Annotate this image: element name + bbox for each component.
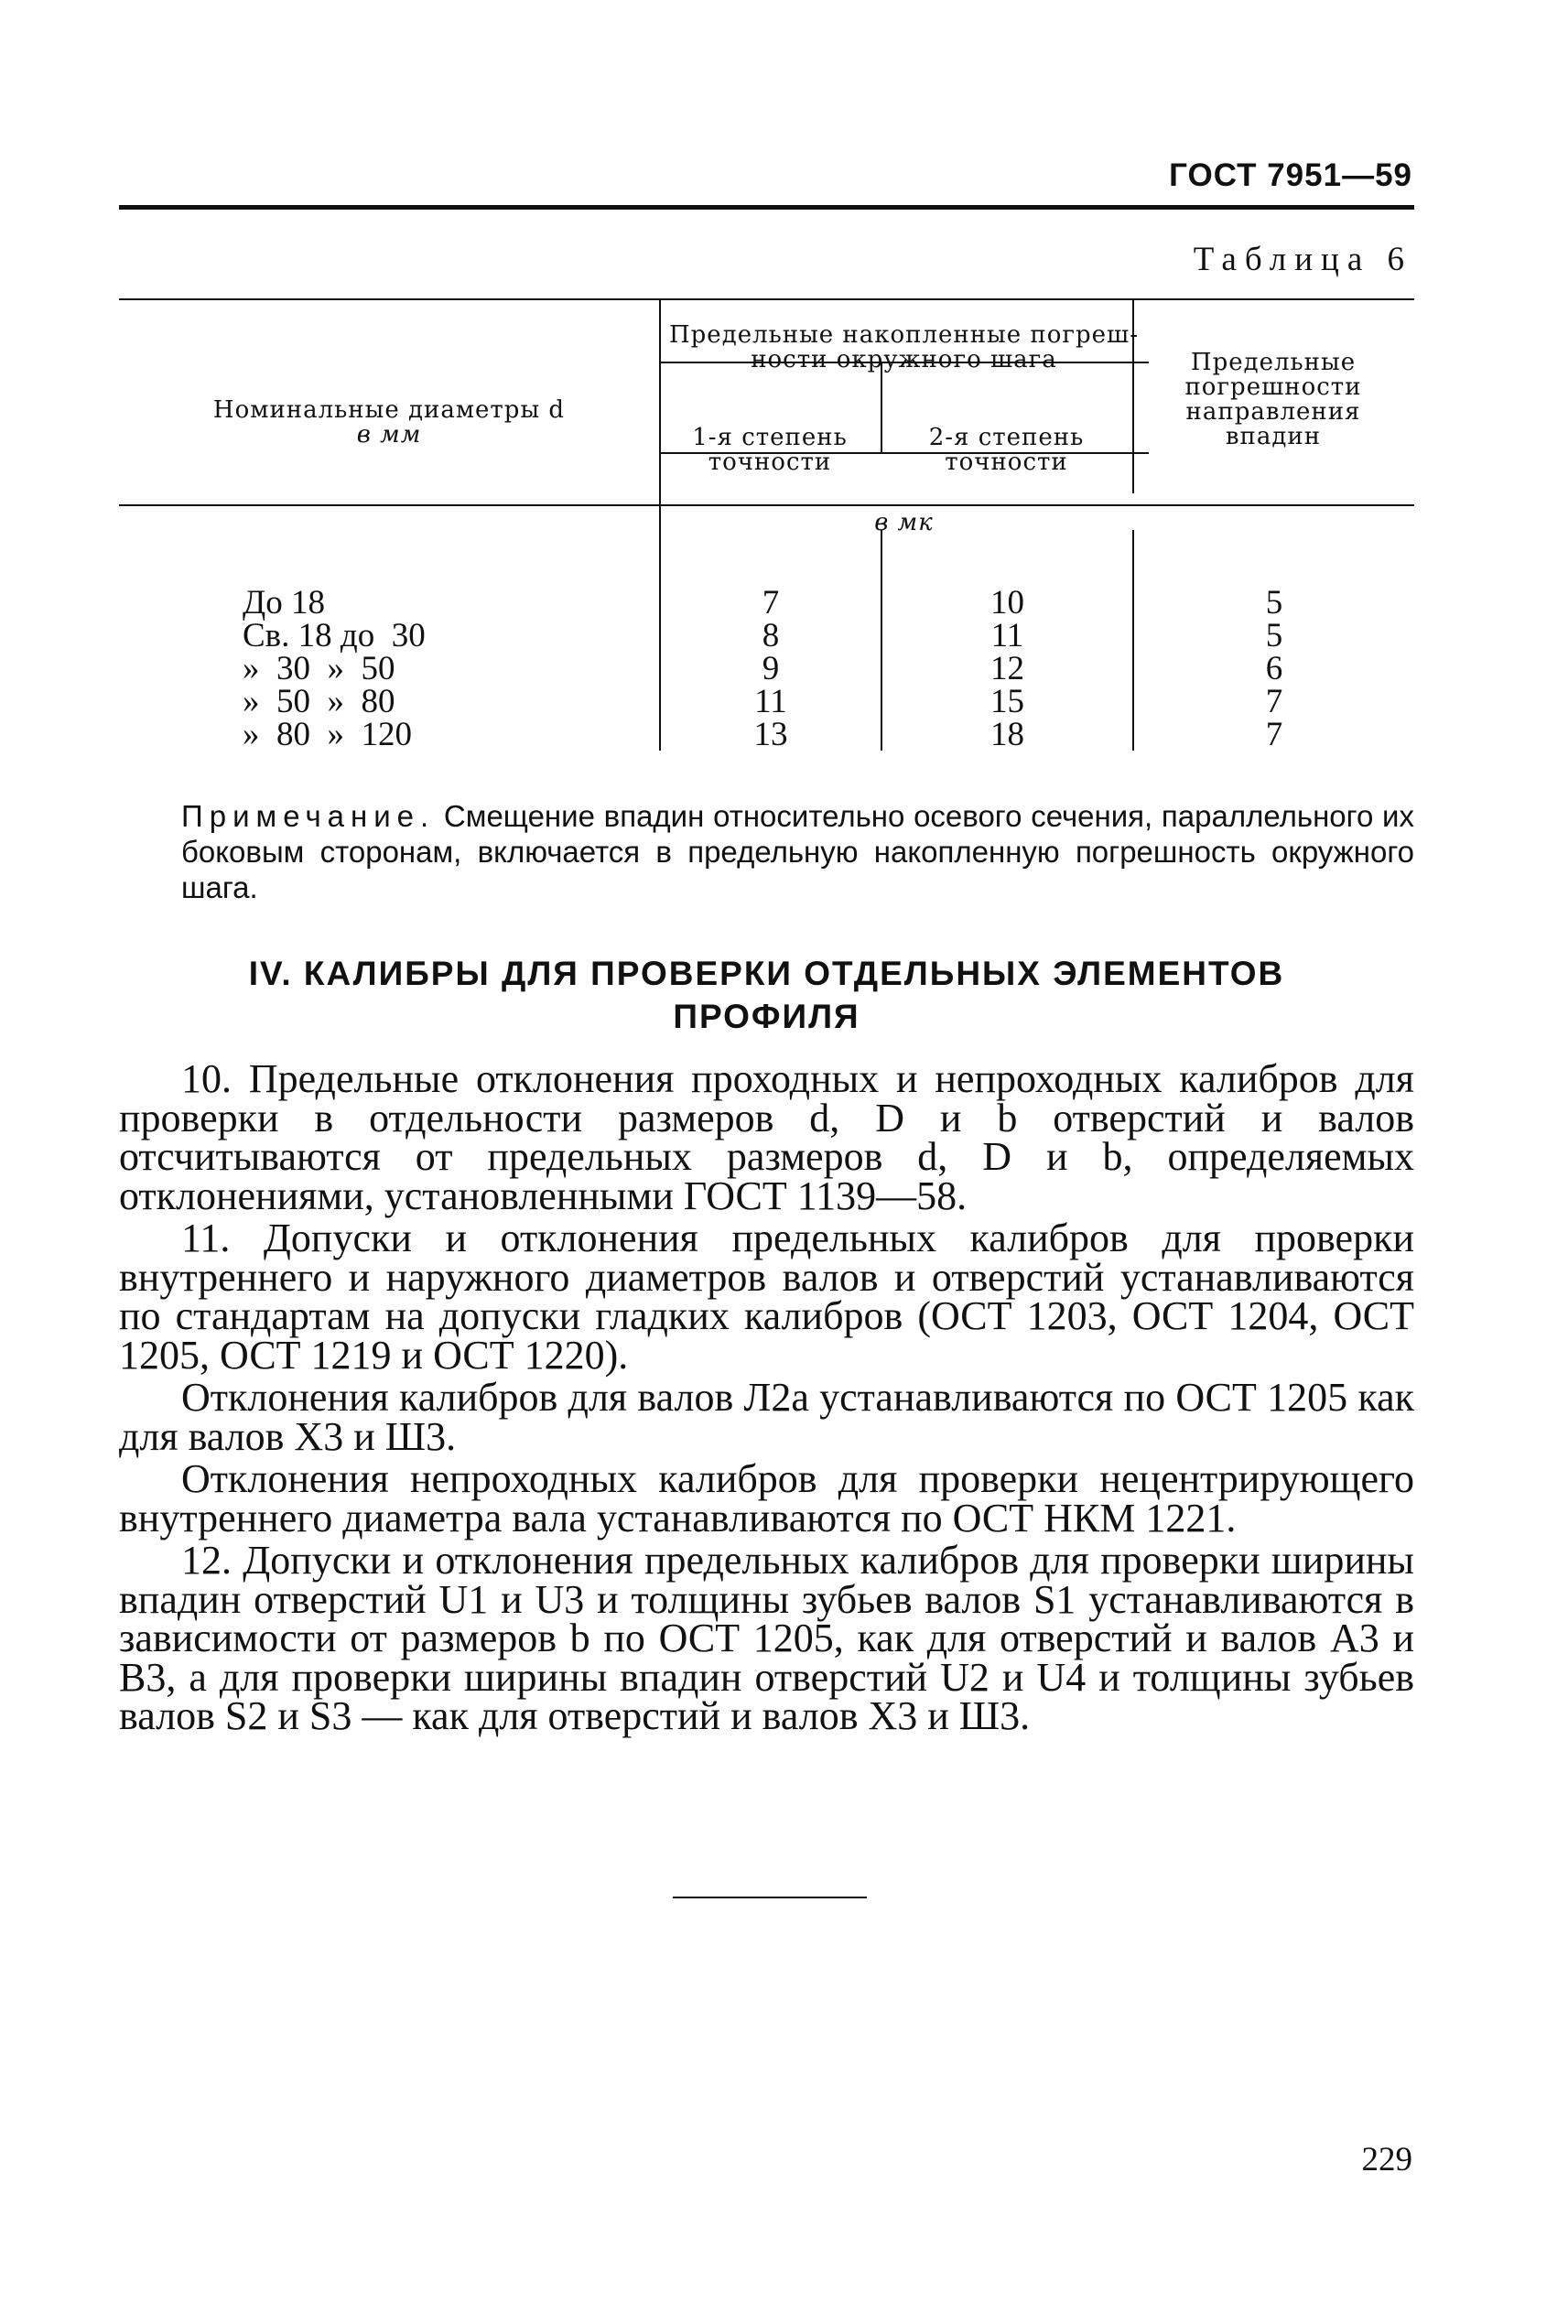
note-label: Примечание. <box>181 799 436 833</box>
table-row-diameter: » 50 » 80 <box>243 683 395 720</box>
header-code: ГОСТ 7951—59 <box>1169 157 1412 193</box>
note-text: Смещение впадин относительно осевого сечения, параллельного их боковым сторонам, включается в предельную накопленную погрешность окружного шага. <box>181 799 1414 904</box>
paragraph-11: 11. Допуски и отклонения предельных калибров для проверки внутреннего и наружного диаметров валов и отверстий устанавливаются по стандартам на допуски гладких калибров (ОСТ 1203, ОСТ 1204, ОСТ 1205, ОСТ 1219 и ОСТ 1220). <box>119 1216 1414 1378</box>
table-row-diameter: Св. 18 до 30 <box>243 617 426 654</box>
data-table <box>119 298 1414 751</box>
table-cell: 18 <box>990 716 1024 753</box>
paragraph-11-deviation-l2a: Отклонения калибров для валов Л2а устанавливаются по ОСТ 1205 как для валов Х3 и Ш3. <box>119 1375 1414 1459</box>
direction-header: Предельные погрешности направления впадин <box>1184 349 1362 450</box>
table-row-diameter: » 80 » 120 <box>243 716 412 753</box>
table-cell: 7 <box>1265 683 1283 720</box>
paragraph-12: 12. Допуски и отклонения предельных калибров для проверки ширины впадин отверстий U1 и U3 и толщины зубьев валов S1 устанавливаются в зависимости от размеров b по ОСТ 1205, как для отверстий и валов А3 и В3, а для проверки ширины впадин отверстий U2 и U4 и толщины зубьев валов S2 и S3 — как для отверстий и валов Х3 и Ш3. <box>119 1538 1414 1738</box>
header-rule <box>119 205 1414 210</box>
paragraph-10: 10. Предельные отклонения проходных и непроходных калибров для проверки в отдельности размеров d, D и b отверстий и валов отсчитываются от предельных размеров d, D и b, определяемых отклонениями, установленными ГОСТ 1139—58. <box>119 1056 1414 1218</box>
table-caption: Таблица 6 <box>1193 241 1412 278</box>
table-cell: 11 <box>990 617 1024 654</box>
header-bottom-rule <box>119 504 1414 506</box>
page-number: 229 <box>1361 2141 1412 2178</box>
table-top-rule <box>119 298 1414 300</box>
table-cell: 7 <box>1265 716 1283 753</box>
sub-header-2: 2-я степень точности <box>928 424 1085 476</box>
table-row-diameter: До 18 <box>243 584 325 622</box>
paragraph-11-non-centering: Отклонения непроходных калибров для проверки нецентрирующего внутреннего диаметра вала устанавливаются по ОСТ НКМ 1221. <box>119 1456 1414 1540</box>
table-cell: 5 <box>1265 617 1283 654</box>
body-text <box>119 1056 1414 1740</box>
table-cell: 7 <box>762 584 780 622</box>
unit-row: в мк <box>874 509 934 536</box>
direction-column <box>1134 584 1414 753</box>
table-cell: 12 <box>990 650 1024 687</box>
table-cell: 5 <box>1265 584 1283 622</box>
precision-1-column <box>661 584 881 753</box>
table-cell: 13 <box>753 716 788 753</box>
table-cell: 6 <box>1265 650 1283 687</box>
table-cell: 8 <box>762 617 780 654</box>
table-cell: 11 <box>754 683 787 720</box>
table-row-diameter: » 30 » 50 <box>243 650 395 687</box>
table-cell: 9 <box>762 650 780 687</box>
sub-header-1: 1-я степень точности <box>692 424 848 476</box>
group-header: Предельные накопленные погреш- ности окружного шага <box>668 321 1139 373</box>
table-cell: 15 <box>990 683 1024 720</box>
end-rule <box>673 1897 867 1898</box>
diameter-column <box>119 584 613 753</box>
table-note <box>181 798 1414 905</box>
precision-2-column <box>882 584 1132 753</box>
diam-header: Номинальные диаметры d в мм <box>212 396 566 449</box>
section-title: IV. КАЛИБРЫ ДЛЯ ПРОВЕРКИ ОТДЕЛЬНЫХ ЭЛЕМЕНТОВ ПРОФИЛЯ <box>248 955 1285 1035</box>
table-cell: 10 <box>990 584 1024 622</box>
